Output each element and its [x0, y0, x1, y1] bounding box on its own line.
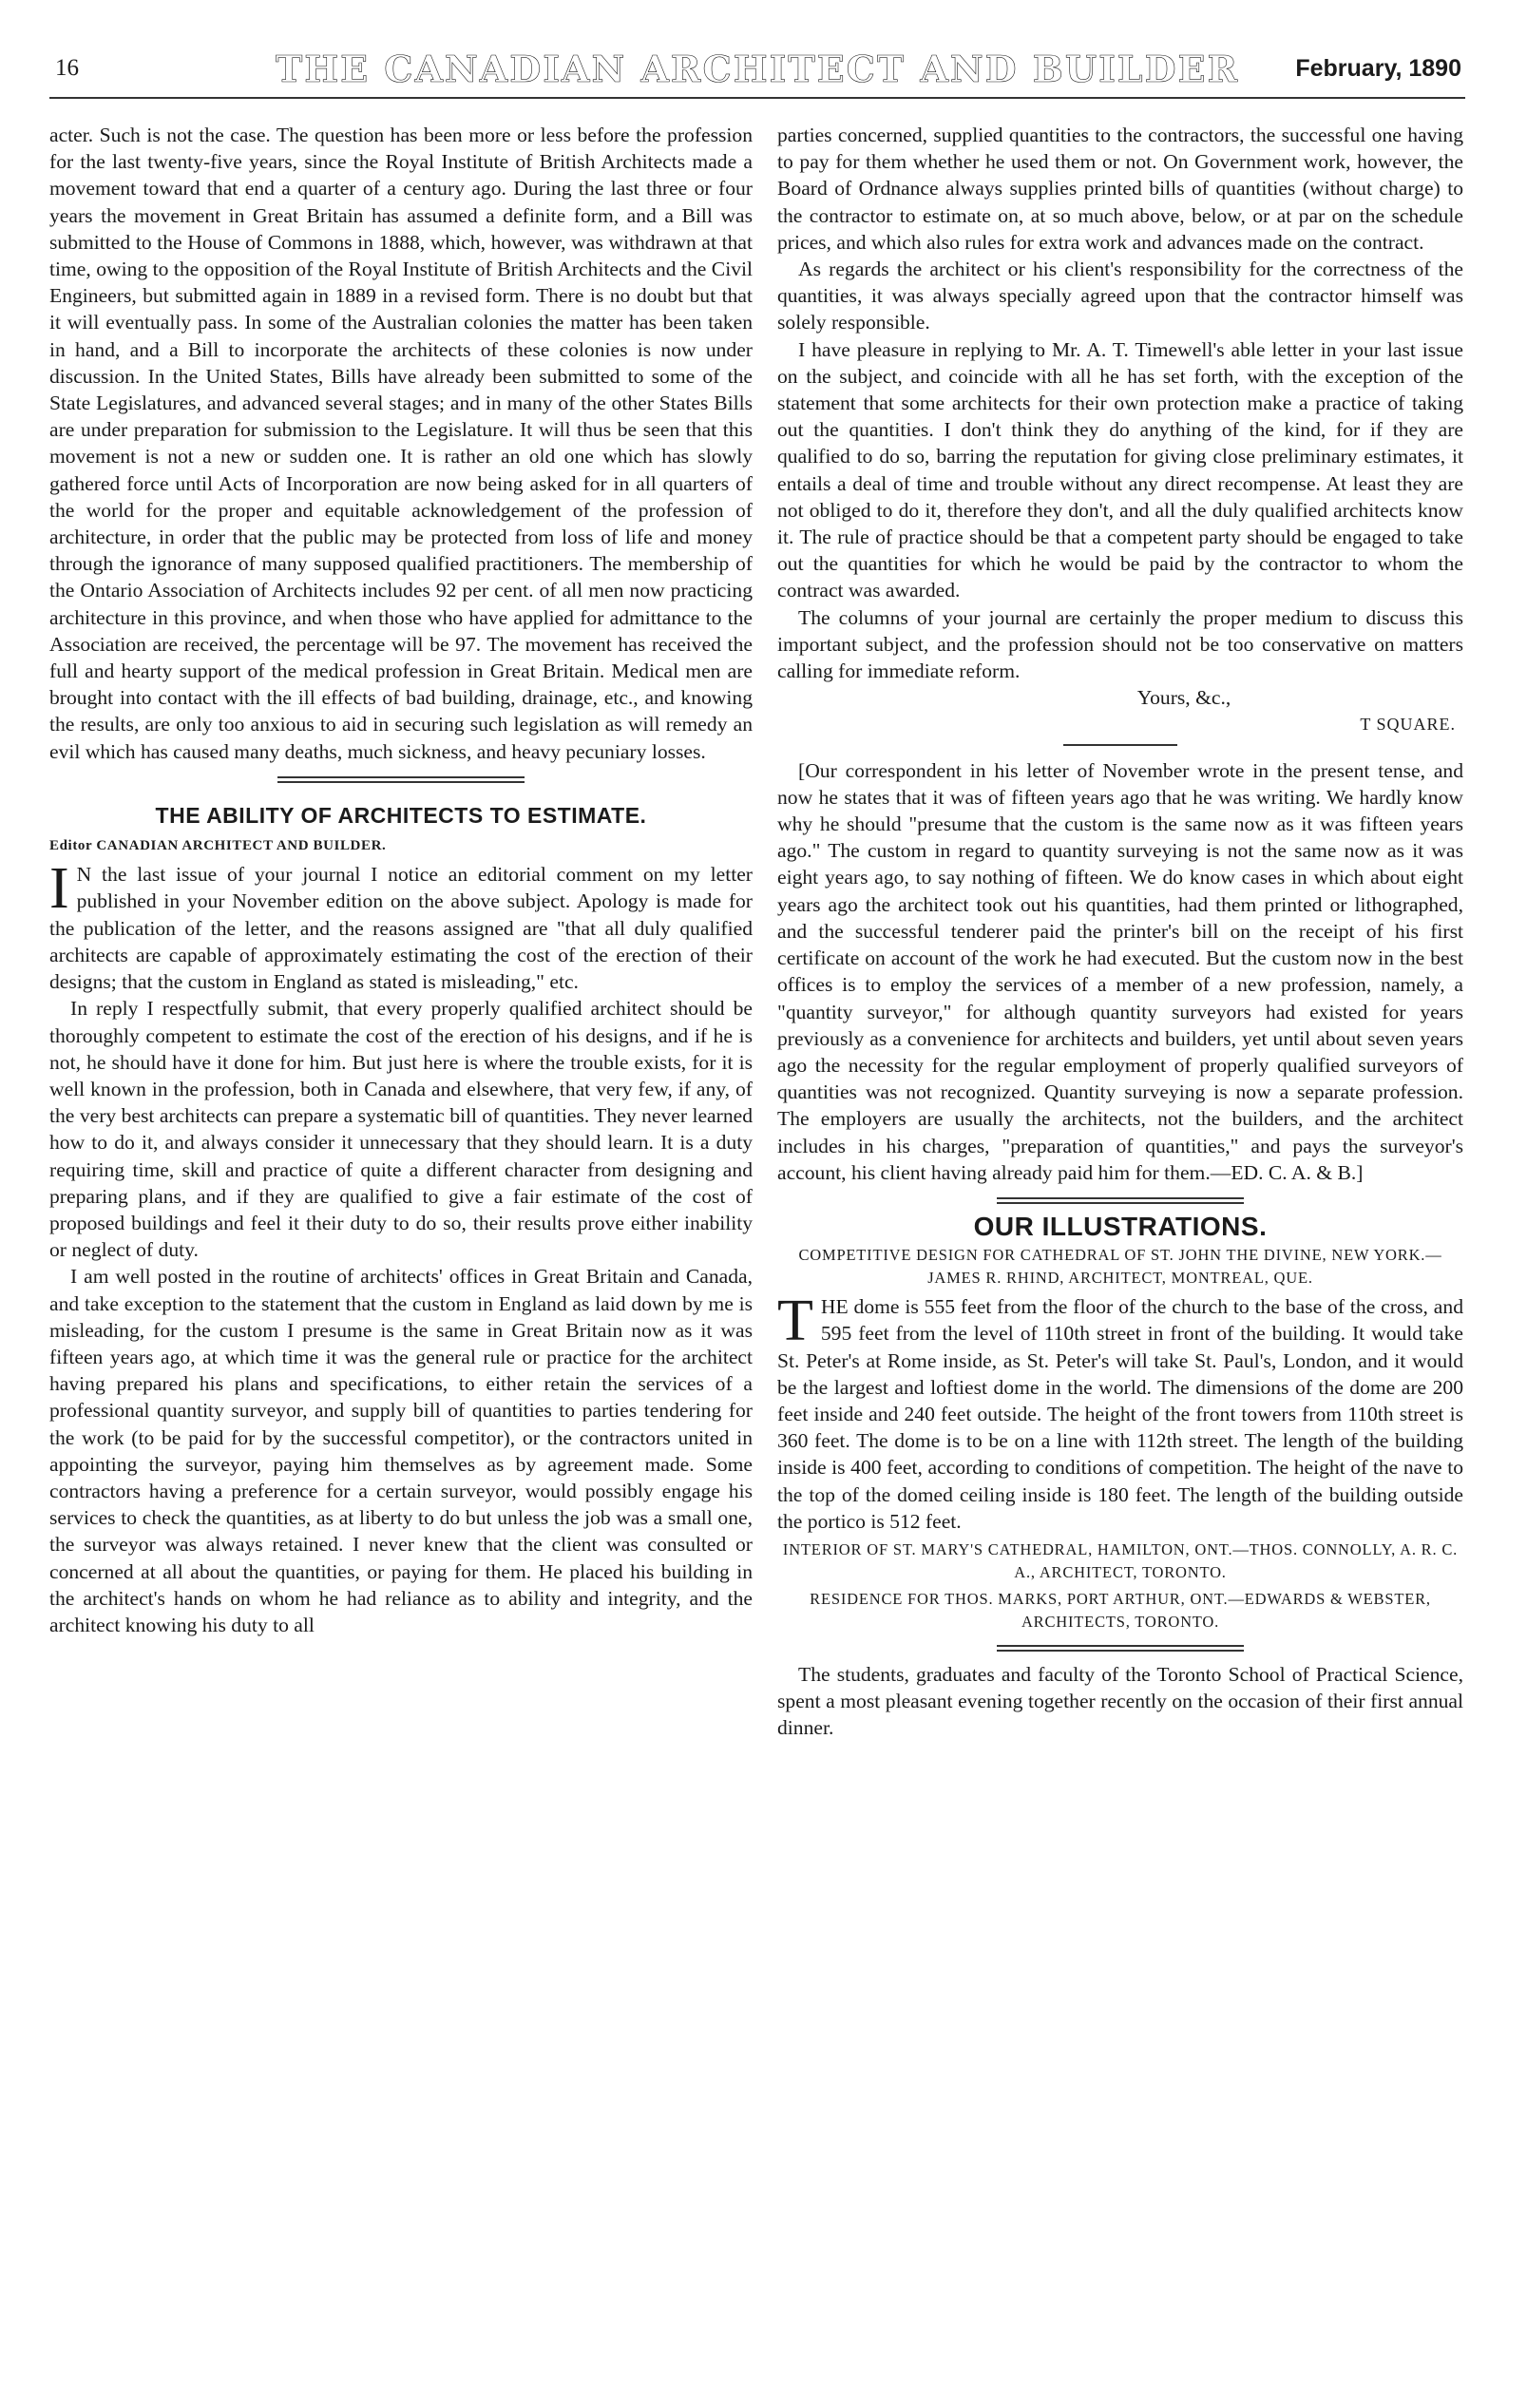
- right-paragraph-1: parties concerned, supplied quantities to the contractors, the successful one having to pay for them whether he used them or not. On Government work, however, the Board of Ordnance always supplies printed bills of quantities (without charge) to the contractor to estimate on, at so much above, below, or at par on the schedule prices, and which also rules for extra work and advances made on the contract.: [777, 124, 1463, 254]
- reply-divider: [1063, 744, 1177, 746]
- issue-date: February, 1890: [1295, 55, 1461, 82]
- ability-paragraph-3: I am well posted in the routine of architects' offices in Great Britain and Canada, and take exception to the statement that the custom in England as laid down by me is misleading, for the custom I presume is the same in Great Britain now as it was fifteen years ago, at which time it was the general rule or practice for the architect having prepared his plans and specifications, to either retain the services of a professional quantity surveyor, and supply bill of quantities to parties tendering for the work (to be paid for by the successful competitor), or the contractors united in appointing the surveyor, paying him themselves as by agreement made. Some contractors having a preference for a certain surveyor, would possibly engage his services to check the quantities, as at liberty to do but unless the job was a small one, the surveyor was always retained. I never knew that the client was consulted or concerned at all about the quantities, or paying for them. He placed his building in the architect's hands on whom he had reliance as to ability and integrity, and the architect knowing his duty to all: [49, 1265, 753, 1636]
- page-header: [49, 48, 1465, 89]
- right-paragraph-2: As regards the architect or his client's responsibility for the correctness of the quantities, it was always specially agreed upon that the contractor himself was solely responsible.: [777, 258, 1463, 334]
- dome-paragraph: [777, 1289, 1463, 1535]
- right-paragraph-4: The columns of your journal are certainly the proper medium to discuss this important subject, and the profession should not be too conservative on matters calling for immediate reform.: [777, 605, 1463, 683]
- ability-paragraph-1: [49, 856, 753, 995]
- dome-paragraph-text: HE dome is 555 feet from the floor of the church to the base of the cross, and 595 feet from the level of 110th street in front of the building. It would take St. Peter's at Rome inside, as St. Peter's will take St. Paul's, London, and it would be the largest and loftiest dome in the world. The dimensions of the dome are 200 feet inside and 240 feet outside. The height of the front towers from 110th street is 360 feet. The dome is to be on a line with 112th street. The length of the building inside is 400 feet, according to conditions of competition. The height of the nave to the top of the domed ceiling inside is 180 feet. The length of the building outside the portico is 512 feet.: [777, 1295, 1463, 1533]
- journal-title: THE CANADIAN ARCHITECT AND BUILDER: [275, 48, 1240, 90]
- letter-closing: Yours, &c.,: [1136, 686, 1231, 710]
- page-number: 16: [55, 55, 79, 81]
- right-column: [777, 122, 1463, 1742]
- letter-signature: T SQUARE.: [1360, 715, 1456, 735]
- illustration-caption-3: RESIDENCE FOR THOS. MARKS, PORT ARTHUR, ONT.—EDWARDS & WEBSTER, ARCHITECTS, TORONTO.: [810, 1589, 1431, 1631]
- editor-salutation: Editor CANADIAN ARCHITECT AND BUILDER.: [49, 838, 387, 854]
- ability-heading: THE ABILITY OF ARCHITECTS TO ESTIMATE.: [155, 802, 647, 828]
- illustration-caption-1: COMPETITIVE DESIGN FOR CATHEDRAL OF ST. JOHN THE DIVINE, NEW YORK.—JAMES R. RHIND, ARCHITECT, MONTREAL, QUE.: [798, 1246, 1442, 1288]
- drop-cap-i: I: [49, 856, 69, 922]
- left-column: [49, 122, 753, 1638]
- drop-cap-t: T: [777, 1289, 813, 1354]
- closing-paragraph: The students, graduates and faculty of the Toronto School of Practical Science, spent a most pleasant evening together recently on the occasion of their first annual dinner.: [777, 1662, 1463, 1740]
- ability-paragraph-1-text: N the last issue of your journal I notice an editorial comment on my letter published in your November edition on the above subject. Apology is made for the publication of the letter, and the reasons assigned are "that all duly qualified architects are capable of approximately estimating the cost of the erection of their designs; that the custom in England as stated is misleading," etc.: [49, 863, 753, 994]
- illustrations-heading: OUR ILLUSTRATIONS.: [973, 1211, 1268, 1241]
- left-paragraph-1: acter. Such is not the case. The question has been more or less before the profession for the last twenty-five years, since the Royal Institute of British Architects made a movement toward that end a quarter of a century ago. During the last three or four years the movement in Great Britain has assumed a definite form, and a Bill was submitted to the House of Commons in 1888, which, however, was withdrawn at that time, owing to the opposition of the Royal Institute of British Architects and the Civil Engineers, but submitted again in 1889 in a revised form. There is no doubt but that it will eventually pass. In some of the Australian colonies the matter has been taken in hand, and a Bill to incorporate the architects of these colonies is now under discussion. In the United States, Bills have already been submitted to some of the State Legislatures, and advanced several stages; and in many of the other States Bills are under preparation for submission to the Legislature. It will thus be seen that this movement is not a new or sudden one. It is rather an old one which has slowly gathered force until Acts of Incorporation are now being asked for in all quarters of the world for the proper and equitable acknowledgement of the profession of architecture, in order that the public may be protected from loss of life and money through the ignorance of many supposed qualified practitioners. The membership of the Ontario Association of Architects includes 92 per cent. of all men now practicing architecture in this province, and when those who have applied for admittance to the Association are received, the percentage will be 97. The movement has received the full and hearty support of the medical profession in Great Britain. Medical men are brought into contact with the ill effects of bad building, drainage, etc., and knowing the results, are only too anxious to aid in securing such legislation as will remedy an evil which has caused many deaths, much sickness, and heavy pecuniary losses.: [49, 124, 753, 763]
- ability-paragraph-2: In reply I respectfully submit, that every properly qualified architect should be thoroughly competent to estimate the cost of the erection of his designs, and if he is not, he should have it done for him. But just here is where the trouble exists, for it is well known in the profession, both in Canada and elsewhere, that very few, if any, of the very best architects can prepare a systematic bill of quantities. They never learned how to do it, and always consider it unnecessary that they should learn. It is a duty requiring time, skill and practice of quite a different character from designing and preparing plans, and if they are qualified to give a fair estimate of the cost of proposed buildings and feel it their duty to do so, their results prove either inability or neglect of duty.: [49, 997, 753, 1262]
- section-divider-3: [997, 1645, 1244, 1652]
- section-divider: [277, 776, 525, 783]
- editor-reply: [Our correspondent in his letter of November wrote in the present tense, and now he states that it was of fifteen years ago that he was writing. We hardly know why he should "presume that the custom is the same now as it was fifteen years ago." The custom in regard to quantity surveying is not the same now as it was eight years ago, to say nothing of fifteen. We do know cases in which about eight years ago the architect took out his quantities, had them printed or lithographed, and the successful tenderer paid the printer's bill on the receipt of his first certificate on account of the work he had executed. But the custom now in the best offices is to employ the services of a member of a new profession, namely, a "quantity surveyor," for although quantity surveyors had existed for years previously as a convenience for architects and builders, yet until about seven years ago the necessity for the regular employment of properly qualified surveyors of quantities was not recognized. Quantity surveying is now a separate profession. The employers are usually the architects, not the builders, and the architect includes in his charges, "preparation of quantities," and pays the surveyor's account, his client having already paid him for them.—ED. C. A. & B.]: [777, 758, 1463, 1184]
- right-paragraph-3: I have pleasure in replying to Mr. A. T. Timewell's able letter in your last issue on the subject, and coincide with all he has set forth, with the exception of the statement that some architects for their own protection make a practice of taking out the quantities. I don't think they do anything of the kind, for if they are qualified to do so, barring the reputation for giving close preliminary estimates, it entails a deal of time and trouble without any direct recompense. At least they are not obliged to do it, therefore they don't, and all the duly qualified architects know it. The rule of practice should be that a competent party should be engaged to take out the quantities for which he would be paid by the contractor to whom the contract was awarded.: [777, 337, 1463, 602]
- section-divider-2: [997, 1197, 1244, 1204]
- header-rule: [49, 97, 1465, 99]
- illustration-caption-2: INTERIOR OF ST. MARY'S CATHEDRAL, HAMILTON, ONT.—THOS. CONNOLLY, A. R. C. A., ARCHITECT, TORONTO.: [782, 1539, 1459, 1581]
